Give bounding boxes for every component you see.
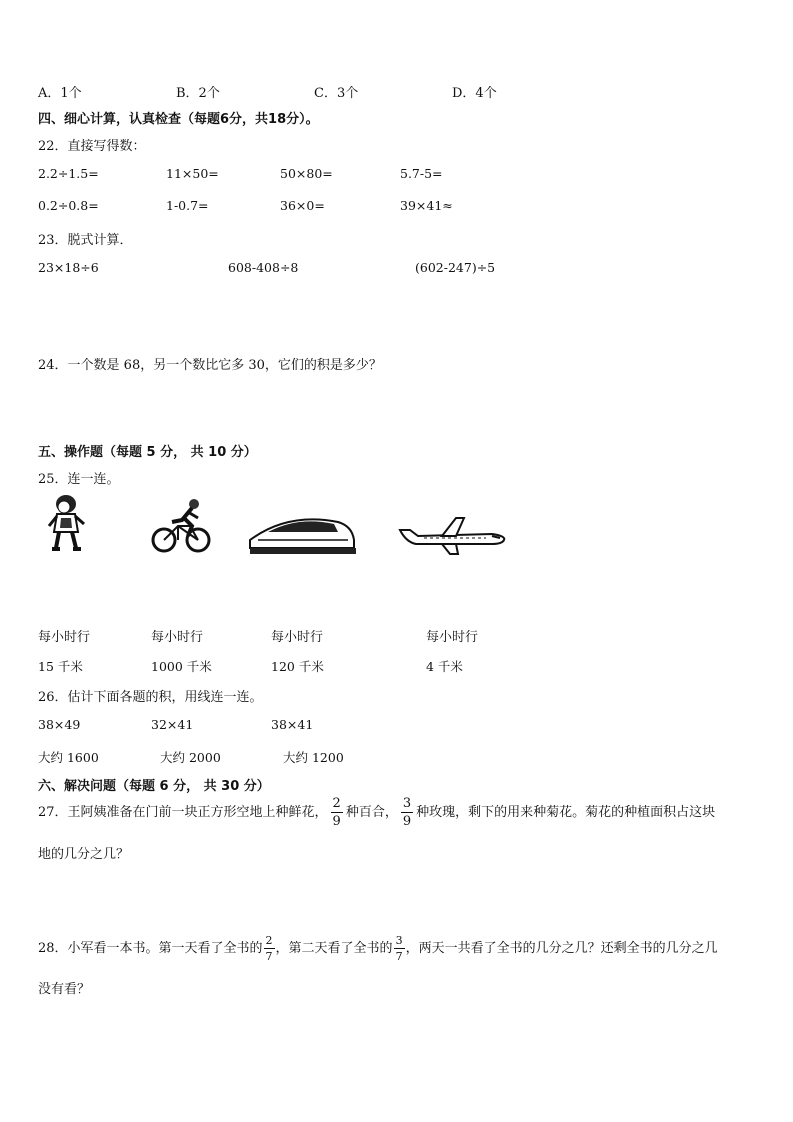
q27-fraction-1: [331, 797, 343, 828]
q26-expr-1: 38×49: [38, 717, 81, 732]
q22-r1-c4: 5.7-5=: [400, 166, 443, 181]
q26-label: 26．估计下面各题的积，用线连一连。: [38, 690, 263, 705]
q22-r2-c2: 1-0.7=: [166, 198, 209, 213]
q26-expr-2: 32×41: [151, 717, 194, 732]
walking-child-icon: [44, 492, 90, 554]
choice-c: C．3个: [314, 86, 359, 101]
q26-estimate-1: 大约 1600: [38, 750, 99, 765]
q27-line-1: [38, 797, 715, 828]
q23-label: 23．脱式计算．: [38, 233, 133, 248]
q27-frac1-den: 9: [332, 814, 341, 829]
q25-speed-4: 4 千米: [426, 659, 463, 674]
q28-frac2-den: 7: [395, 950, 403, 963]
q25-speed-label-4: 每小时行: [426, 630, 479, 645]
q28-fraction-2: [394, 935, 405, 962]
q28-fraction-1: [264, 935, 275, 962]
choice-d: D．4个: [452, 86, 497, 101]
q25-speed-label-2: 每小时行: [151, 630, 204, 645]
q23-expr-2: 608-408÷8: [228, 260, 299, 275]
section-5-title: 五、操作题（每题 5 分， 共 10 分）: [38, 445, 257, 460]
airplane-icon: [396, 516, 508, 556]
choice-b: B．2个: [176, 86, 220, 101]
q22-label: 22．直接写得数：: [38, 139, 146, 154]
q22-r1-c2: 11×50=: [166, 166, 219, 181]
q28-text-2: ，第二天看了全书的: [275, 940, 393, 956]
q27-text-1: 27．王阿姨准备在门前一块正方形空地上种鲜花，: [38, 804, 328, 820]
q28-frac2-num: 3: [395, 934, 403, 947]
q26-expr-3: 38×41: [271, 717, 314, 732]
q25-label: 25．连一连。: [38, 472, 120, 487]
q22-r1-c1: 2.2÷1.5=: [38, 166, 99, 181]
cyclist-icon: [150, 496, 212, 556]
q27-text-3: 种玫瑰，剩下的用来种菊花。菊花的种植面积占这块: [416, 804, 716, 820]
bullet-train-icon: [248, 510, 358, 556]
q25-speed-3: 120 千米: [271, 659, 324, 674]
q22-r2-c1: 0.2÷0.8=: [38, 198, 99, 213]
q26-estimate-3: 大约 1200: [283, 750, 344, 765]
q27-line-2: 地的几分之几？: [38, 847, 130, 862]
q27-fraction-2: [401, 797, 413, 828]
q26-estimate-2: 大约 2000: [160, 750, 221, 765]
section-4-title: 四、细心计算，认真检查（每题6分，共18分）。: [38, 112, 319, 127]
q27-frac2-den: 9: [402, 814, 412, 829]
q28-line-2: 没有看？: [38, 982, 91, 997]
q23-expr-3: (602-247)÷5: [415, 260, 496, 275]
q22-r2-c3: 36×0=: [280, 198, 325, 213]
q22-r2-c4: 39×41≈: [400, 198, 453, 213]
q27-text-2: 种百合，: [345, 804, 398, 820]
q25-speed-1: 15 千米: [38, 659, 83, 674]
q27-frac2-num: 3: [402, 796, 412, 811]
q24-text: 24．一个数是 68，另一个数比它多 30，它们的积是多少？: [38, 358, 382, 373]
q23-expr-1: 23×18÷6: [38, 260, 99, 275]
q28-line-1: [38, 935, 718, 962]
q25-speed-label-3: 每小时行: [271, 630, 324, 645]
choice-a: A．1个: [38, 86, 82, 101]
q28-text-1: 28．小军看一本书。第一天看了全书的: [38, 940, 263, 956]
q28-frac1-num: 2: [265, 934, 273, 947]
q28-text-3: ，两天一共看了全书的几分之几？还剩全书的几分之几: [405, 940, 718, 956]
q25-speed-label-1: 每小时行: [38, 630, 91, 645]
section-6-title: 六、解决问题（每题 6 分， 共 30 分）: [38, 779, 270, 794]
q27-frac1-num: 2: [332, 796, 341, 811]
q22-r1-c3: 50×80=: [280, 166, 333, 181]
q28-frac1-den: 7: [265, 950, 273, 963]
q25-speed-2: 1000 千米: [151, 659, 212, 674]
